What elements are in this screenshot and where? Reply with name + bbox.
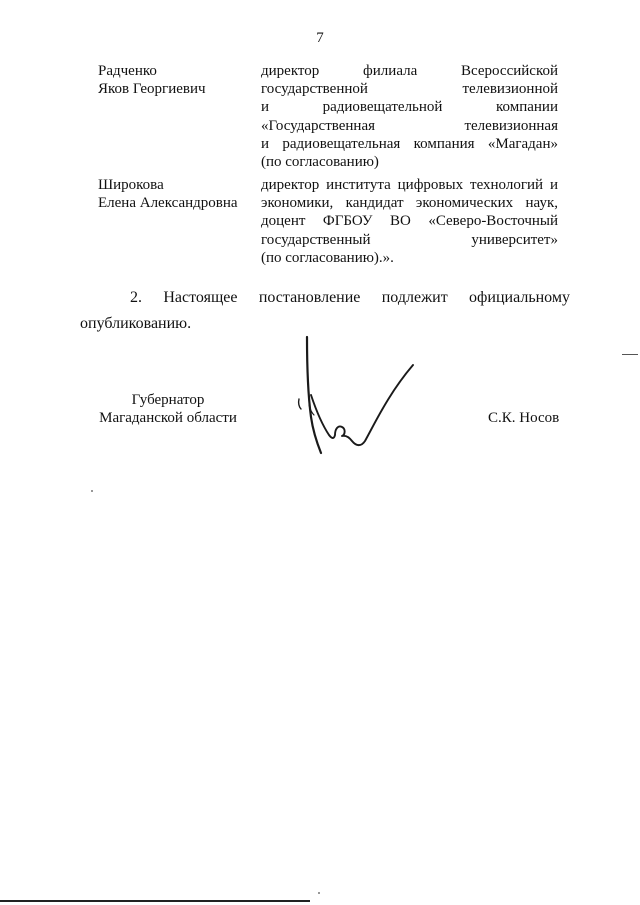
governor-title xyxy=(88,391,248,427)
scan-speck xyxy=(91,490,93,492)
scan-speck xyxy=(318,892,320,894)
bottom-rule xyxy=(0,900,310,902)
role-line: «Государственная телевизионная xyxy=(261,117,558,134)
publication-clause xyxy=(80,285,570,337)
page-number: 7 xyxy=(316,30,324,46)
role-line: государственный университет» xyxy=(261,231,558,248)
governor-title-line: Губернатор xyxy=(131,392,205,408)
role-line: и радиовещательной компании xyxy=(261,99,558,116)
role-line: доцент ФГБОУ ВО «Северо-Восточный xyxy=(261,213,558,230)
governor-title-line: Магаданской области xyxy=(99,410,237,426)
scan-edge-mark xyxy=(622,354,638,355)
handwritten-signature xyxy=(285,335,425,460)
member-surname: Радченко xyxy=(98,63,157,79)
member-role xyxy=(261,176,558,267)
role-line: директор филиала Всероссийской xyxy=(261,63,558,79)
member-surname: Широкова xyxy=(98,177,164,193)
member-role xyxy=(261,62,558,171)
governor-name: С.К. Носов xyxy=(488,410,560,426)
role-line: государственной телевизионной xyxy=(261,81,558,98)
clause-text-line: 2. Настоящее постановление подлежит официальному xyxy=(130,289,570,306)
member-given-names: Яков Георгиевич xyxy=(98,81,206,98)
member-name xyxy=(98,62,248,98)
role-line: (по согласованию).». xyxy=(261,249,394,266)
clause-text-line: опубликованию. xyxy=(80,315,192,332)
role-line: экономики, кандидат экономических наук, xyxy=(261,195,558,212)
member-given-names: Елена Александровна xyxy=(98,195,238,212)
role-line: директор института цифровых технологий и xyxy=(261,177,558,193)
role-line: и радиовещательная компания «Магадан» xyxy=(261,135,558,152)
role-line: (по согласованию) xyxy=(261,153,379,170)
member-name xyxy=(98,176,248,212)
